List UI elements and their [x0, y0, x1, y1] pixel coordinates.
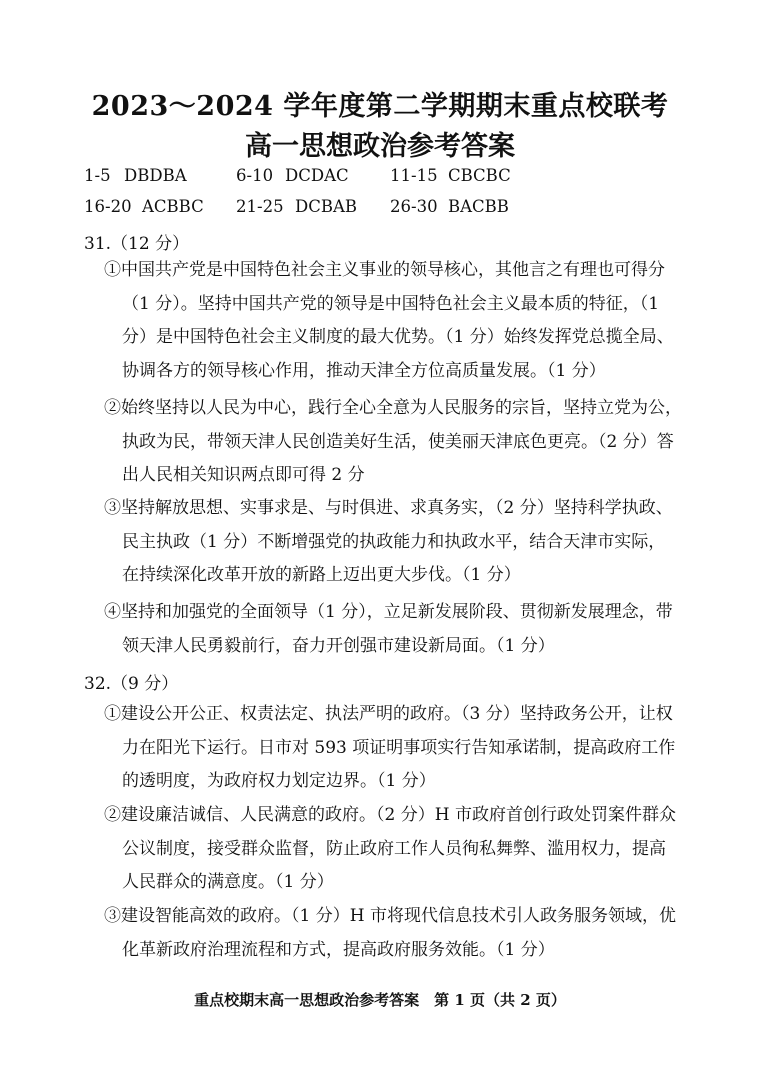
point-text: 分）是中国特色社会主义制度的最大优势。（1 分）始终发挥党总揽全局、: [122, 327, 674, 347]
point-text: 民主执政（1 分）不断增强党的执政能力和执政水平，结合天津市实际，: [122, 531, 666, 552]
point-text: ③坚持解放思想、实事求是、与时俱进、求真务实，（2 分）坚持科学执政、: [104, 498, 673, 518]
answer-letters: ACBBC: [142, 197, 204, 216]
point-text: 在持续深化改革开放的新路上迈出更大步伐。（1 分）: [122, 565, 521, 585]
q31-point-1: [104, 254, 688, 388]
q32-point-1: [104, 698, 688, 799]
answer-range: 26-30: [390, 197, 438, 216]
q32-point-3: [104, 900, 688, 967]
q31-point-3: [104, 492, 688, 593]
answer-range: 21-25: [236, 197, 284, 216]
question-31-heading: 31.（12 分）: [84, 234, 190, 254]
answer-letters: DCDAC: [285, 166, 349, 185]
q31-point-4: [104, 596, 688, 663]
point-text: 协调各方的领导核心作用，推动天津全方位高质量发展。（1 分）: [122, 360, 606, 381]
point-text: ①中国共产党是中国特色社会主义事业的领导核心，其他言之有理也可得分: [104, 260, 665, 280]
point-text: 领天津人民勇毅前行，奋力开创强市建设新局面。（1 分）: [122, 635, 555, 656]
point-text: ②始终坚持以人民为中心，践行全心全意为人民服务的宗旨，坚持立党为公，: [104, 398, 682, 418]
answer-key-title: 高一思想政治参考答案: [245, 131, 515, 162]
point-text: 的透明度，为政府权力划定边界。（1 分）: [122, 771, 436, 791]
answer-letters: CBCBC: [448, 166, 511, 185]
answer-letters: DBDBA: [124, 166, 187, 185]
answer-letters: BACBB: [448, 197, 509, 216]
answer-range: 1-5: [84, 166, 111, 185]
point-text: （1 分）。坚持中国共产党的领导是中国特色社会主义最本质的特征，（1: [122, 293, 660, 314]
point-text: ③建设智能高效的政府。（1 分）H 市将现代信息技术引人政务服务领域，优: [104, 906, 676, 926]
point-text: 化革新政府治理流程和方式，提高政府服务效能。（1 分）: [122, 939, 555, 960]
point-text: 出人民相关知识两点即可得 2 分: [122, 465, 365, 485]
point-text: 力在阳光下运行。日市对 593 项证明事项实行告知承诺制，提高政府工作: [122, 737, 676, 758]
exam-title: 2023～2024 学年度第二学期期末重点校联考: [91, 91, 669, 122]
answer-range: 6-10: [236, 166, 274, 185]
point-text: ④坚持和加强党的全面领导（1 分），立足新发展阶段、贯彻新发展理念，带: [104, 602, 673, 622]
point-text: ①建设公开公正、权责法定、执法严明的政府。（3 分）坚持政务公开，让权: [104, 704, 673, 724]
page-footer: 重点校期末高一思想政治参考答案 第 1 页（共 2 页）: [194, 991, 566, 1009]
answer-range: 16-20: [84, 197, 132, 216]
q32-point-2: [104, 799, 688, 900]
answer-letters: DCBAB: [295, 197, 358, 216]
point-text: 公议制度，接受群众监督，防止政府工作人员徇私舞弊、滥用权力，提高: [122, 838, 666, 859]
q31-point-2: [104, 392, 688, 493]
point-text: 人民群众的满意度。（1 分）: [122, 872, 334, 892]
question-32-heading: 32.（9 分）: [84, 674, 179, 694]
point-text: ②建设廉洁诚信、人民满意的政府。（2 分）H 市政府首创行政处罚案件群众: [104, 805, 676, 825]
answer-range: 11-15: [390, 166, 438, 185]
point-text: 执政为民，带领天津人民创造美好生活，使美丽天津底色更亮。（2 分）答: [122, 431, 674, 452]
